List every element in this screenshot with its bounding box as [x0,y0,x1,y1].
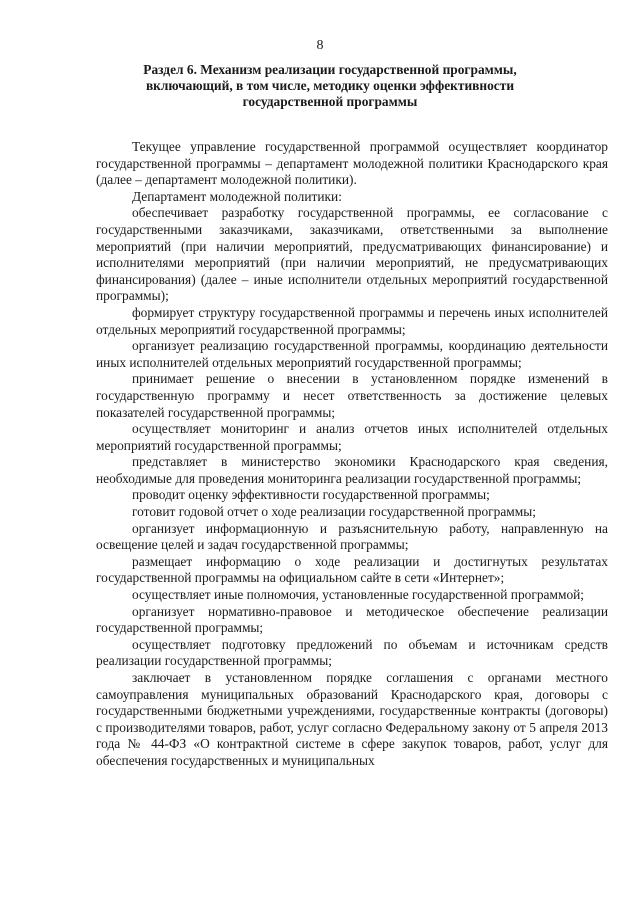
paragraph: организует нормативно-правовое и методическое обеспечение реализации государственной программы; [96,603,608,636]
paragraph: Текущее управление государственной программой осуществляет координатор государственной программы – департамент молодежной политики Краснодарского края (далее – департамент молодежной политики). [96,139,608,188]
paragraph: осуществляет иные полномочия, установленные государственной программой; [132,587,585,603]
paragraph: осуществляет мониторинг и анализ отчетов иных исполнителей отдельных мероприятий государственной программы; [96,421,608,453]
paragraph: заключает в установленном порядке соглашения с органами местного самоуправления муниципальных образований Краснодарского края, договоры с государственными бюджетными учреждениями, государственные контракты (договоры) с производителями товаров, работ, услуг согласно Федеральному закону от 5 апреля 2013 года № 44-ФЗ «О контрактной системе в сфере закупок товаров, работ, услуг для обеспечения государственных и муниципальных [96,670,608,768]
document-body [96,139,608,770]
section-heading [130,62,530,110]
paragraph: обеспечивает разработку государственной программы, ее согласование с государственными заказчиками, заказчиками, ответственными за выполнение мероприятий (при наличии мероприятий, предусматривающих финансирование) и исполнителями мероприятий (при наличии мероприятий, не предусматривающих финансирования) (далее – иные исполнители отдельных мероприятий государственной программы); [96,205,608,304]
page-number: 8 [316,38,324,53]
paragraph: готовит годовой отчет о ходе реализации государственной программы; [132,504,536,520]
heading-line: Раздел 6. Механизм реализации государственной программы, [143,62,517,77]
paragraph: осуществляет подготовку предложений по объемам и источникам средств реализации государственной программы; [96,636,608,669]
heading-line: государственной программы [242,94,418,109]
paragraph: Департамент молодежной политики: [132,188,342,204]
heading-line: включающий, в том числе, методику оценки эффективности [145,78,515,93]
paragraph: принимает решение о внесении в установленном порядке изменений в государственную программу и несет ответственность за достижение целевых показателей государственной программы; [96,371,608,420]
paragraph: представляет в министерство экономики Краснодарского края сведения, необходимые для проведения мониторинга реализации государственной программы; [96,454,608,486]
paragraph: организует реализацию государственной программы, координацию деятельности иных исполнителей отдельных мероприятий государственной программы; [96,338,608,370]
paragraph: размещает информацию о ходе реализации и достигнутых результатах государственной программы на официальном сайте в сети «Интернет»; [96,553,608,586]
paragraph: проводит оценку эффективности государственной программы; [132,487,490,503]
paragraph: формирует структуру государственной программы и перечень иных исполнителей отдельных мероприятий государственной программы; [96,304,608,337]
paragraph: организует информационную и разъяснительную работу, направленную на освещение целей и задач государственной программы; [96,520,608,553]
